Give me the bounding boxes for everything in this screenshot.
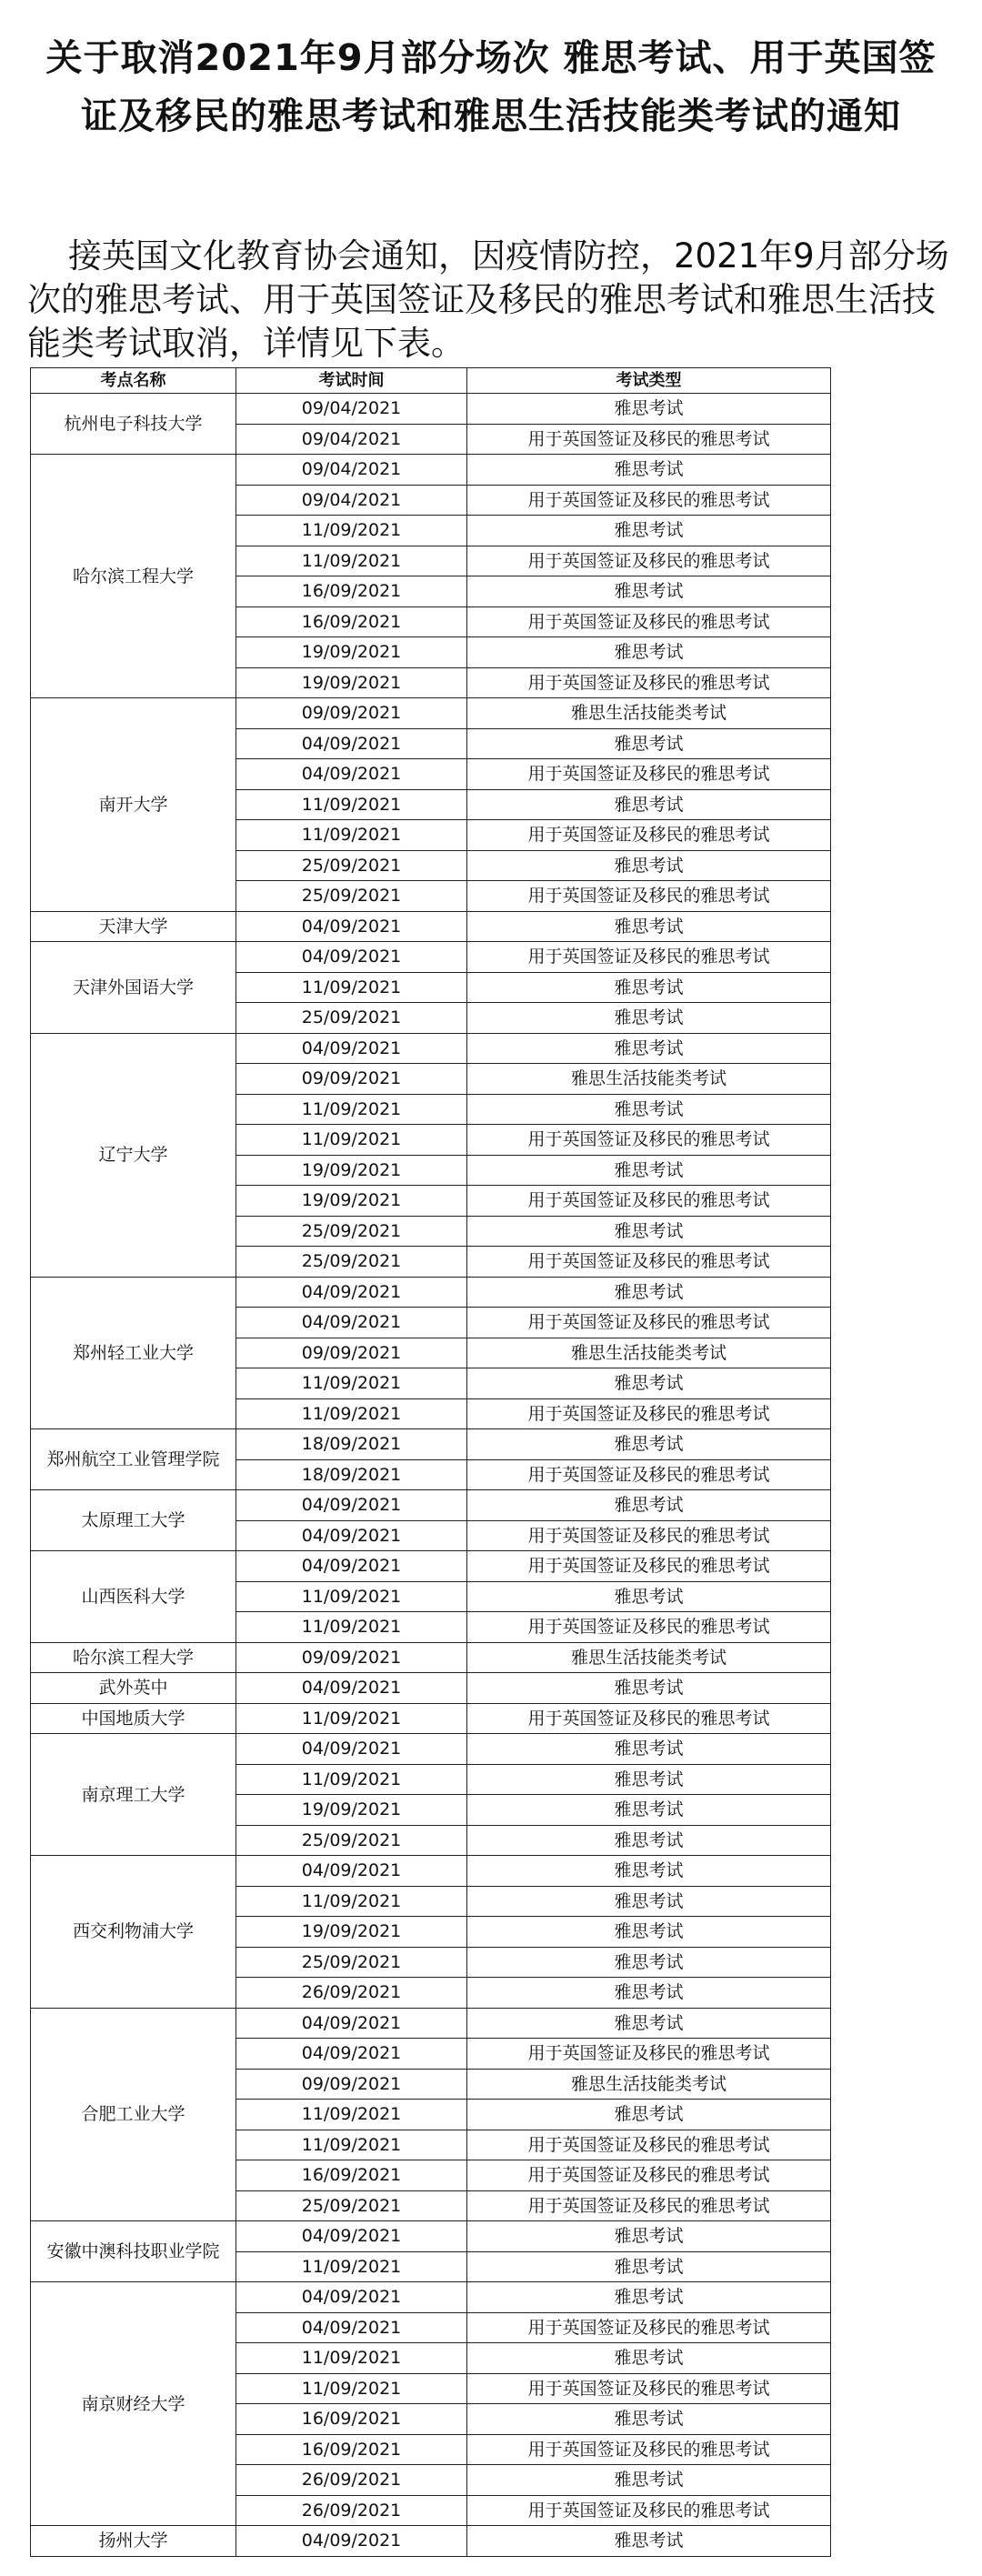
exam-date-cell: 26/09/2021: [236, 1978, 467, 2009]
exam-type-cell: 雅思考试: [467, 850, 831, 881]
exam-date-cell: 11/09/2021: [236, 820, 467, 851]
exam-date-cell: 19/09/2021: [236, 1186, 467, 1217]
exam-date-cell: 04/09/2021: [236, 2526, 467, 2557]
exam-date-cell: 11/09/2021: [236, 1581, 467, 1612]
exam-type-cell: 雅思考试: [467, 1978, 831, 2009]
venue-name-cell: 南京财经大学: [31, 2282, 236, 2526]
header-exam-type: 考试类型: [467, 368, 831, 394]
exam-date-cell: 16/09/2021: [236, 2404, 467, 2435]
exam-date-cell: 16/09/2021: [236, 2160, 467, 2191]
exam-type-cell: 雅思生活技能类考试: [467, 698, 831, 729]
venue-name-cell: 辽宁大学: [31, 1033, 236, 1277]
venue-name-cell: 西交利物浦大学: [31, 1856, 236, 2009]
exam-type-cell: 雅思考试: [467, 972, 831, 1003]
exam-type-cell: 雅思考试: [467, 1490, 831, 1521]
table-row: [31, 1856, 831, 1887]
table-row: [31, 1642, 831, 1673]
exam-date-cell: 26/09/2021: [236, 2495, 467, 2526]
exam-date-cell: 04/09/2021: [236, 2008, 467, 2039]
exam-type-cell: 雅思考试: [467, 1368, 831, 1399]
exam-date-cell: 09/04/2021: [236, 485, 467, 516]
exam-type-cell: 用于英国签证及移民的雅思考试: [467, 1551, 831, 1582]
exam-date-cell: 04/09/2021: [236, 911, 467, 942]
exam-type-cell: 用于英国签证及移民的雅思考试: [467, 2495, 831, 2526]
exam-date-cell: 04/09/2021: [236, 1277, 467, 1308]
exam-date-cell: 11/09/2021: [236, 1368, 467, 1399]
exam-date-cell: 25/09/2021: [236, 2190, 467, 2221]
table-row: [31, 394, 831, 425]
table-row: [31, 2526, 831, 2557]
exam-type-cell: 用于英国签证及移民的雅思考试: [467, 942, 831, 973]
exam-date-cell: 19/09/2021: [236, 1795, 467, 1826]
exam-date-cell: 11/09/2021: [236, 2343, 467, 2374]
exam-date-cell: 25/09/2021: [236, 1216, 467, 1247]
exam-type-cell: 雅思考试: [467, 455, 831, 486]
exam-date-cell: 25/09/2021: [236, 850, 467, 881]
exam-type-cell: 用于英国签证及移民的雅思考试: [467, 1459, 831, 1490]
venue-name-cell: 武外英中: [31, 1673, 236, 1704]
exam-type-cell: 雅思考试: [467, 637, 831, 668]
exam-date-cell: 25/09/2021: [236, 1947, 467, 1978]
exam-date-cell: 04/09/2021: [236, 942, 467, 973]
exam-type-cell: 雅思考试: [467, 576, 831, 607]
exam-date-cell: 04/09/2021: [236, 1490, 467, 1521]
exam-date-cell: 11/09/2021: [236, 2100, 467, 2130]
exam-type-cell: 雅思考试: [467, 789, 831, 820]
venue-name-cell: 天津外国语大学: [31, 942, 236, 1034]
exam-type-cell: 用于英国签证及移民的雅思考试: [467, 424, 831, 455]
venue-name-cell: 扬州大学: [31, 2526, 236, 2557]
table-row: [31, 1703, 831, 1734]
exam-date-cell: 09/04/2021: [236, 455, 467, 486]
exam-type-cell: 雅思考试: [467, 2008, 831, 2039]
table-row: [31, 2282, 831, 2313]
exam-type-cell: 雅思考试: [467, 1795, 831, 1826]
exam-date-cell: 04/09/2021: [236, 2312, 467, 2343]
exam-type-cell: 雅思考试: [467, 1886, 831, 1917]
exam-type-cell: 雅思考试: [467, 2282, 831, 2313]
exam-date-cell: 16/09/2021: [236, 2434, 467, 2465]
exam-date-cell: 04/09/2021: [236, 1734, 467, 1765]
intro-paragraph: 接英国文化教育协会通知，因疫情防控，2021年9月部分场次的雅思考试、用于英国签证及移民的雅思考试和雅思生活技能类考试取消，详情见下表。: [27, 236, 949, 363]
exam-date-cell: 11/09/2021: [236, 2373, 467, 2404]
exam-type-cell: 雅思考试: [467, 1155, 831, 1186]
venue-name-cell: 安徽中澳科技职业学院: [31, 2221, 236, 2282]
exam-date-cell: 04/09/2021: [236, 759, 467, 790]
cancellation-table: [30, 367, 831, 2557]
exam-date-cell: 04/09/2021: [236, 728, 467, 759]
exam-type-cell: 用于英国签证及移民的雅思考试: [467, 2160, 831, 2191]
exam-date-cell: 09/04/2021: [236, 394, 467, 425]
exam-date-cell: 18/09/2021: [236, 1429, 467, 1460]
exam-type-cell: 雅思考试: [467, 1003, 831, 1034]
exam-type-cell: 用于英国签证及移民的雅思考试: [467, 1398, 831, 1429]
exam-date-cell: 09/09/2021: [236, 1642, 467, 1673]
venue-name-cell: 郑州轻工业大学: [31, 1277, 236, 1429]
table-row: [31, 2008, 831, 2039]
exam-date-cell: 19/09/2021: [236, 1155, 467, 1186]
venue-name-cell: 中国地质大学: [31, 1703, 236, 1734]
exam-type-cell: 雅思考试: [467, 1917, 831, 1948]
exam-type-cell: 用于英国签证及移民的雅思考试: [467, 546, 831, 576]
exam-type-cell: 用于英国签证及移民的雅思考试: [467, 1186, 831, 1217]
venue-name-cell: 天津大学: [31, 911, 236, 942]
exam-date-cell: 25/09/2021: [236, 881, 467, 912]
exam-type-cell: 雅思考试: [467, 1856, 831, 1887]
table-row: [31, 698, 831, 729]
exam-type-cell: 雅思考试: [467, 1033, 831, 1064]
exam-date-cell: 25/09/2021: [236, 1247, 467, 1278]
venue-name-cell: 哈尔滨工程大学: [31, 1642, 236, 1673]
exam-type-cell: 雅思考试: [467, 728, 831, 759]
venue-name-cell: 太原理工大学: [31, 1490, 236, 1551]
exam-date-cell: 04/09/2021: [236, 1856, 467, 1887]
exam-type-cell: 雅思考试: [467, 1947, 831, 1978]
exam-type-cell: 雅思考试: [467, 2465, 831, 2496]
exam-date-cell: 04/09/2021: [236, 2039, 467, 2070]
exam-type-cell: 用于英国签证及移民的雅思考试: [467, 1612, 831, 1643]
exam-date-cell: 11/09/2021: [236, 2130, 467, 2160]
exam-type-cell: 雅思考试: [467, 516, 831, 546]
exam-date-cell: 04/09/2021: [236, 1551, 467, 1582]
exam-date-cell: 04/09/2021: [236, 1308, 467, 1338]
table-body: [31, 394, 831, 2557]
exam-date-cell: 19/09/2021: [236, 1917, 467, 1948]
exam-date-cell: 19/09/2021: [236, 637, 467, 668]
exam-type-cell: 雅思考试: [467, 1094, 831, 1125]
exam-date-cell: 16/09/2021: [236, 576, 467, 607]
exam-type-cell: 雅思考试: [467, 1825, 831, 1856]
exam-date-cell: 11/09/2021: [236, 516, 467, 546]
exam-date-cell: 25/09/2021: [236, 1825, 467, 1856]
venue-name-cell: 南开大学: [31, 698, 236, 912]
exam-type-cell: 雅思生活技能类考试: [467, 1064, 831, 1095]
exam-date-cell: 09/09/2021: [236, 1338, 467, 1368]
table-row: [31, 1490, 831, 1521]
venue-name-cell: 郑州航空工业管理学院: [31, 1429, 236, 1490]
exam-type-cell: 用于英国签证及移民的雅思考试: [467, 667, 831, 698]
exam-date-cell: 16/09/2021: [236, 606, 467, 637]
exam-date-cell: 11/09/2021: [236, 2251, 467, 2282]
exam-type-cell: 用于英国签证及移民的雅思考试: [467, 2039, 831, 2070]
exam-type-cell: 雅思考试: [467, 2100, 831, 2130]
venue-name-cell: 哈尔滨工程大学: [31, 455, 236, 698]
exam-type-cell: 雅思考试: [467, 1764, 831, 1795]
exam-type-cell: 用于英国签证及移民的雅思考试: [467, 1703, 831, 1734]
table-header-row: [31, 368, 831, 394]
exam-date-cell: 09/04/2021: [236, 424, 467, 455]
exam-type-cell: 用于英国签证及移民的雅思考试: [467, 820, 831, 851]
exam-type-cell: 用于英国签证及移民的雅思考试: [467, 2373, 831, 2404]
table-row: [31, 1734, 831, 1765]
exam-date-cell: 04/09/2021: [236, 2282, 467, 2313]
exam-date-cell: 09/09/2021: [236, 698, 467, 729]
header-venue: 考点名称: [31, 368, 236, 394]
table-row: [31, 1277, 831, 1308]
exam-type-cell: 雅思考试: [467, 2404, 831, 2435]
exam-type-cell: 用于英国签证及移民的雅思考试: [467, 485, 831, 516]
exam-date-cell: 04/09/2021: [236, 1673, 467, 1704]
exam-type-cell: 雅思考试: [467, 2526, 831, 2557]
exam-type-cell: 雅思生活技能类考试: [467, 1642, 831, 1673]
page-title: 关于取消2021年9月部分场次 雅思考试、用于英国签证及移民的雅思考试和雅思生活技能类考试的通知: [45, 37, 937, 137]
exam-date-cell: 11/09/2021: [236, 1398, 467, 1429]
venue-name-cell: 山西医科大学: [31, 1551, 236, 1643]
exam-date-cell: 04/09/2021: [236, 1033, 467, 1064]
exam-date-cell: 11/09/2021: [236, 1703, 467, 1734]
exam-type-cell: 用于英国签证及移民的雅思考试: [467, 1520, 831, 1551]
exam-date-cell: 11/09/2021: [236, 1094, 467, 1125]
exam-date-cell: 11/09/2021: [236, 1125, 467, 1156]
header-date: 考试时间: [236, 368, 467, 394]
exam-date-cell: 25/09/2021: [236, 1003, 467, 1034]
exam-type-cell: 用于英国签证及移民的雅思考试: [467, 606, 831, 637]
exam-date-cell: 19/09/2021: [236, 667, 467, 698]
exam-date-cell: 04/09/2021: [236, 2221, 467, 2252]
exam-type-cell: 用于英国签证及移民的雅思考试: [467, 1125, 831, 1156]
exam-type-cell: 雅思考试: [467, 2251, 831, 2282]
exam-date-cell: 11/09/2021: [236, 546, 467, 576]
table-row: [31, 942, 831, 973]
exam-type-cell: 雅思考试: [467, 1734, 831, 1765]
exam-type-cell: 雅思考试: [467, 1673, 831, 1704]
exam-date-cell: 11/09/2021: [236, 1612, 467, 1643]
exam-type-cell: 用于英国签证及移民的雅思考试: [467, 2434, 831, 2465]
exam-type-cell: 用于英国签证及移民的雅思考试: [467, 1308, 831, 1338]
table-row: [31, 1551, 831, 1582]
table-row: [31, 455, 831, 486]
exam-type-cell: 雅思考试: [467, 1429, 831, 1460]
exam-type-cell: 雅思考试: [467, 2343, 831, 2374]
exam-type-cell: 用于英国签证及移民的雅思考试: [467, 2130, 831, 2160]
exam-type-cell: 用于英国签证及移民的雅思考试: [467, 2190, 831, 2221]
exam-type-cell: 雅思考试: [467, 911, 831, 942]
exam-type-cell: 雅思考试: [467, 2221, 831, 2252]
venue-name-cell: 南京理工大学: [31, 1734, 236, 1856]
exam-type-cell: 雅思考试: [467, 1581, 831, 1612]
exam-date-cell: 09/09/2021: [236, 1064, 467, 1095]
exam-date-cell: 11/09/2021: [236, 789, 467, 820]
exam-type-cell: 雅思考试: [467, 394, 831, 425]
exam-type-cell: 用于英国签证及移民的雅思考试: [467, 759, 831, 790]
exam-type-cell: 雅思生活技能类考试: [467, 2069, 831, 2100]
exam-date-cell: 11/09/2021: [236, 1886, 467, 1917]
exam-date-cell: 18/09/2021: [236, 1459, 467, 1490]
venue-name-cell: 杭州电子科技大学: [31, 394, 236, 455]
table-row: [31, 911, 831, 942]
cancellation-table-container: [30, 367, 830, 2557]
venue-name-cell: 合肥工业大学: [31, 2008, 236, 2221]
exam-date-cell: 11/09/2021: [236, 1764, 467, 1795]
exam-type-cell: 雅思生活技能类考试: [467, 1338, 831, 1368]
exam-date-cell: 11/09/2021: [236, 972, 467, 1003]
exam-date-cell: 26/09/2021: [236, 2465, 467, 2496]
table-row: [31, 1033, 831, 1064]
exam-type-cell: 用于英国签证及移民的雅思考试: [467, 1247, 831, 1278]
exam-date-cell: 04/09/2021: [236, 1520, 467, 1551]
exam-type-cell: 雅思考试: [467, 1216, 831, 1247]
table-row: [31, 1429, 831, 1460]
exam-type-cell: 用于英国签证及移民的雅思考试: [467, 2312, 831, 2343]
exam-type-cell: 雅思考试: [467, 1277, 831, 1308]
exam-date-cell: 09/09/2021: [236, 2069, 467, 2100]
table-row: [31, 2221, 831, 2252]
exam-type-cell: 用于英国签证及移民的雅思考试: [467, 881, 831, 912]
table-row: [31, 1673, 831, 1704]
